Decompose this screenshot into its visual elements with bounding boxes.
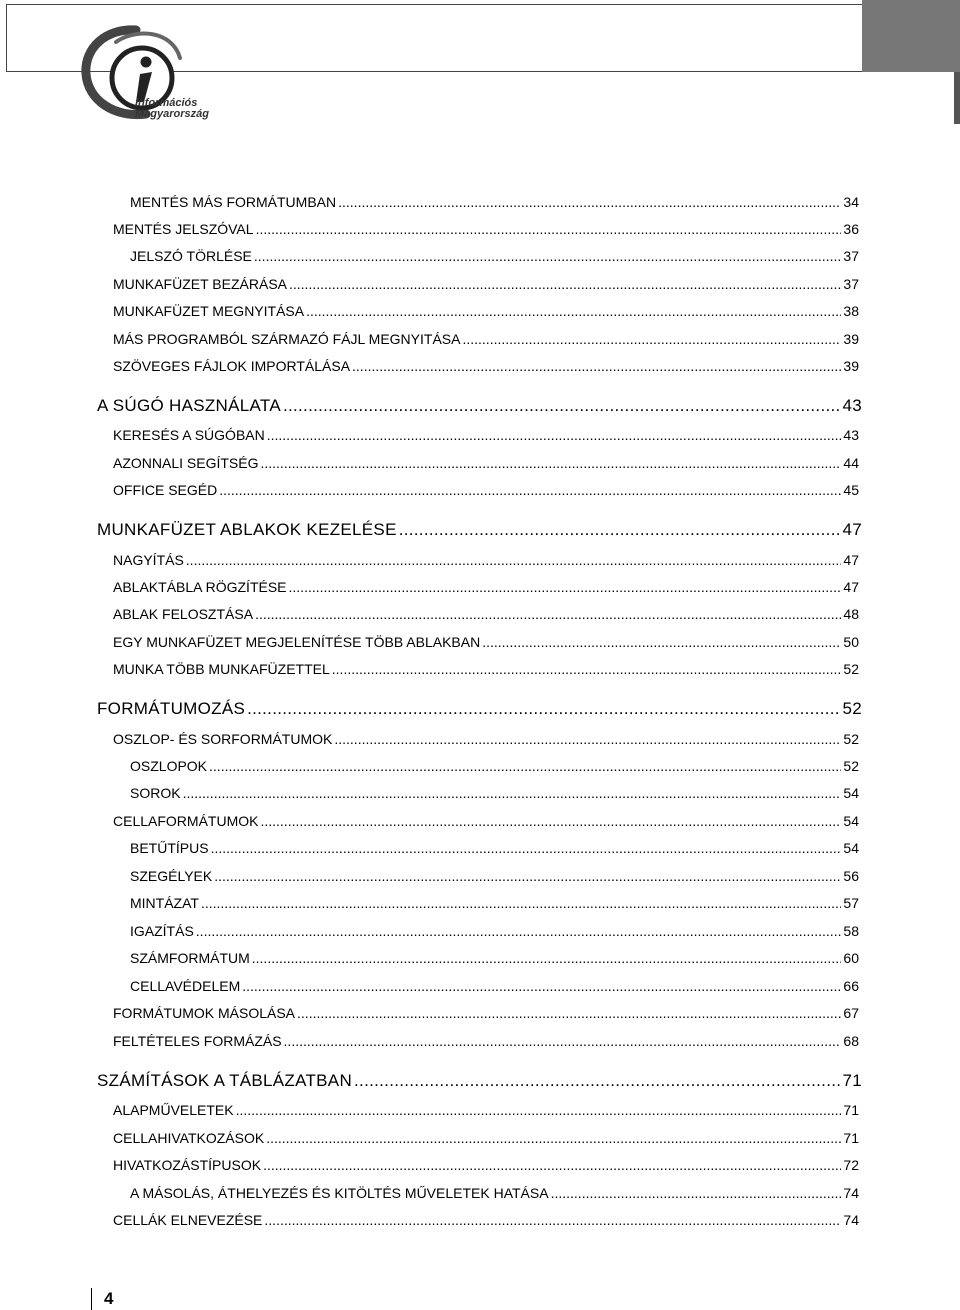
toc-entry-page: 60 xyxy=(843,950,859,966)
toc-entry-label: AZONNALI SEGÍTSÉG xyxy=(113,455,259,471)
toc-entry[interactable] xyxy=(113,632,859,652)
toc-dot-leader xyxy=(247,697,840,721)
toc-entry-label: MENTÉS MÁS FORMÁTUMBAN xyxy=(130,194,337,210)
toc-entry-label: OSZLOP- ÉS SORFORMÁTUMOK xyxy=(113,731,333,747)
toc-dot-leader xyxy=(338,192,841,212)
toc-dot-leader xyxy=(260,453,841,473)
toc-dot-leader xyxy=(183,783,842,803)
toc-entry-label: HIVATKOZÁSTÍPUSOK xyxy=(113,1157,262,1173)
toc-entry[interactable] xyxy=(113,219,859,239)
toc-dot-leader xyxy=(267,425,842,445)
toc-entry[interactable] xyxy=(130,921,859,941)
toc-dot-leader xyxy=(256,219,842,239)
toc-dot-leader xyxy=(211,838,842,858)
toc-dot-leader xyxy=(201,893,841,913)
toc-entry[interactable] xyxy=(130,866,859,886)
toc-entry-label: MUNKAFÜZET MEGNYITÁSA xyxy=(113,303,305,319)
toc-entry-label: MUNKAFÜZET BEZÁRÁSA xyxy=(113,276,287,292)
toc-dot-leader xyxy=(332,659,842,679)
toc-entry-page: 52 xyxy=(843,661,859,677)
toc-entry-label: CELLAFORMÁTUMOK xyxy=(113,813,259,829)
toc-entry-page: 74 xyxy=(843,1185,859,1201)
toc-entry-label: A MÁSOLÁS, ÁTHELYEZÉS ÉS KITÖLTÉS MŰVELETEK HATÁSA xyxy=(130,1185,549,1201)
toc-dot-leader xyxy=(266,1128,841,1148)
toc-entry-label: MÁS PROGRAMBÓL SZÁRMAZÓ FÁJL MEGNYITÁSA xyxy=(113,331,461,347)
toc-entry[interactable] xyxy=(97,697,862,721)
toc-entry-page: 43 xyxy=(843,427,859,443)
toc-entry[interactable] xyxy=(113,550,859,570)
toc-entry[interactable] xyxy=(130,246,859,266)
toc-entry-page: 39 xyxy=(843,331,859,347)
toc-entry-label: SOROK xyxy=(130,785,181,801)
page-number: 4 xyxy=(104,1289,114,1308)
toc-entry-page: 72 xyxy=(843,1157,859,1173)
toc-dot-leader xyxy=(219,480,841,500)
toc-entry-label: SZÖVEGES FÁJLOK IMPORTÁLÁSA xyxy=(113,358,351,374)
toc-entry-label: FELTÉTELES FORMÁZÁS xyxy=(113,1033,282,1049)
toc-entry-page: 67 xyxy=(843,1005,859,1021)
toc-dot-leader xyxy=(283,394,841,418)
toc-dot-leader xyxy=(551,1183,842,1203)
toc-entry-label: BETŰTÍPUS xyxy=(130,840,209,856)
toc-entry-label: MUNKA TÖBB MUNKAFÜZETTEL xyxy=(113,661,330,677)
toc-dot-leader xyxy=(482,632,841,652)
toc-dot-leader xyxy=(263,1155,841,1175)
toc-entry[interactable] xyxy=(113,604,859,624)
toc-entry[interactable] xyxy=(97,518,862,542)
toc-entry[interactable] xyxy=(113,274,859,294)
toc-entry-label: A SÚGÓ HASZNÁLATA xyxy=(97,396,281,415)
toc-dot-leader xyxy=(254,246,842,266)
toc-entry[interactable] xyxy=(130,756,859,776)
footer-divider xyxy=(91,1288,92,1310)
toc-entry[interactable] xyxy=(113,480,859,500)
toc-entry[interactable] xyxy=(130,893,859,913)
toc-entry[interactable] xyxy=(97,1069,862,1093)
logo-line-2: Magyarország xyxy=(135,108,209,120)
toc-dot-leader xyxy=(186,550,842,570)
toc-entry-page: 52 xyxy=(843,731,859,747)
toc-dot-leader xyxy=(289,274,841,294)
toc-entry-label: ALAPMŰVELETEK xyxy=(113,1102,234,1118)
toc-dot-leader xyxy=(334,729,841,749)
toc-entry[interactable] xyxy=(113,356,859,376)
logo-line-1: Információs xyxy=(135,97,198,109)
toc-entry[interactable] xyxy=(113,453,859,473)
toc-dot-leader xyxy=(209,756,841,776)
toc-entry-page: 45 xyxy=(843,482,859,498)
toc-entry[interactable] xyxy=(113,425,859,445)
toc-entry-label: MUNKAFÜZET ABLAKOK KEZELÉSE xyxy=(97,520,397,539)
toc-entry-page: 71 xyxy=(842,1071,862,1090)
toc-dot-leader xyxy=(399,518,841,542)
toc-entry-page: 71 xyxy=(843,1102,859,1118)
toc-entry[interactable] xyxy=(113,1128,859,1148)
toc-entry[interactable] xyxy=(113,811,859,831)
toc-entry[interactable] xyxy=(97,394,862,418)
toc-entry[interactable] xyxy=(113,729,859,749)
toc-entry-label: OFFICE SEGÉD xyxy=(113,482,218,498)
toc-entry[interactable] xyxy=(130,783,859,803)
toc-entry-page: 37 xyxy=(843,248,859,264)
toc-entry-label: FORMÁTUMOZÁS xyxy=(97,699,246,718)
toc-entry-page: 37 xyxy=(843,276,859,292)
toc-entry[interactable] xyxy=(130,976,859,996)
toc-entry-page: 52 xyxy=(842,699,862,718)
toc-entry-page: 36 xyxy=(843,221,859,237)
toc-entry-page: 66 xyxy=(843,978,859,994)
toc-entry[interactable] xyxy=(113,1003,859,1023)
toc-entry[interactable] xyxy=(113,1031,859,1051)
toc-entry[interactable] xyxy=(113,577,859,597)
toc-entry-page: 50 xyxy=(843,634,859,650)
toc-entry-page: 54 xyxy=(843,785,859,801)
toc-entry[interactable] xyxy=(113,1155,859,1175)
toc-entry[interactable] xyxy=(113,329,859,349)
toc-entry[interactable] xyxy=(130,1183,859,1203)
toc-entry[interactable] xyxy=(113,1210,859,1230)
toc-entry-page: 71 xyxy=(843,1130,859,1146)
toc-entry-label: IGAZÍTÁS xyxy=(130,923,194,939)
toc-entry-page: 47 xyxy=(842,520,862,539)
toc-entry-label: OSZLOPOK xyxy=(130,758,208,774)
toc-dot-leader xyxy=(462,329,841,349)
toc-entry-page: 47 xyxy=(843,579,859,595)
toc-dot-leader xyxy=(297,1003,841,1023)
toc-dot-leader xyxy=(354,1069,840,1093)
toc-entry-label: SZEGÉLYEK xyxy=(130,868,213,884)
toc-dot-leader xyxy=(255,604,841,624)
toc-entry[interactable] xyxy=(130,948,859,968)
toc-entry-label: ABLAKTÁBLA RÖGZÍTÉSE xyxy=(113,579,287,595)
toc-entry-label: SZÁMÍTÁSOK A TÁBLÁZATBAN xyxy=(97,1071,353,1090)
toc-dot-leader xyxy=(264,1210,841,1230)
toc-dot-leader xyxy=(236,1100,842,1120)
toc-dot-leader xyxy=(306,301,841,321)
toc-entry-label: MENTÉS JELSZÓVAL xyxy=(113,221,254,237)
toc-entry-page: 68 xyxy=(843,1033,859,1049)
toc-entry-page: 44 xyxy=(843,455,859,471)
toc-entry-page: 39 xyxy=(843,358,859,374)
toc-entry-label: EGY MUNKAFÜZET MEGJELENÍTÉSE TÖBB ABLAKBAN xyxy=(113,634,481,650)
toc-entry-label: CELLAHIVATKOZÁSOK xyxy=(113,1130,265,1146)
toc-dot-leader xyxy=(352,356,841,376)
toc-entry[interactable] xyxy=(130,838,859,858)
toc-dot-leader xyxy=(252,948,842,968)
toc-entry-label: CELLAVÉDELEM xyxy=(130,978,241,994)
toc-entry[interactable] xyxy=(113,1100,859,1120)
toc-entry-page: 54 xyxy=(843,813,859,829)
toc-entry-page: 38 xyxy=(843,303,859,319)
toc-entry-page: 57 xyxy=(843,895,859,911)
toc-entry-page: 47 xyxy=(843,552,859,568)
toc-dot-leader xyxy=(214,866,841,886)
toc-dot-leader xyxy=(242,976,841,996)
toc-entry[interactable] xyxy=(113,659,859,679)
toc-entry-page: 43 xyxy=(842,396,862,415)
toc-entry-label: KERESÉS A SÚGÓBAN xyxy=(113,427,265,443)
toc-entry[interactable] xyxy=(113,301,859,321)
toc-entry-label: NAGYÍTÁS xyxy=(113,552,184,568)
toc-entry-label: JELSZÓ TÖRLÉSE xyxy=(130,248,252,264)
toc-entry-page: 58 xyxy=(843,923,859,939)
toc-entry-label: MINTÁZAT xyxy=(130,895,199,911)
toc-dot-leader xyxy=(284,1031,842,1051)
toc-entry-label: FORMÁTUMOK MÁSOLÁSA xyxy=(113,1005,296,1021)
toc-entry-label: CELLÁK ELNEVEZÉSE xyxy=(113,1212,263,1228)
toc-entry[interactable] xyxy=(130,192,859,212)
toc-dot-leader xyxy=(196,921,842,941)
toc-entry-page: 74 xyxy=(843,1212,859,1228)
toc-dot-leader xyxy=(260,811,841,831)
toc-entry-page: 34 xyxy=(843,194,859,210)
toc-entry-page: 54 xyxy=(843,840,859,856)
toc-dot-leader xyxy=(289,577,842,597)
toc-entry-label: SZÁMFORMÁTUM xyxy=(130,950,250,966)
toc-entry-page: 48 xyxy=(843,606,859,622)
toc-entry-page: 52 xyxy=(843,758,859,774)
toc-entry-page: 56 xyxy=(843,868,859,884)
toc-entry-label: ABLAK FELOSZTÁSA xyxy=(113,606,254,622)
